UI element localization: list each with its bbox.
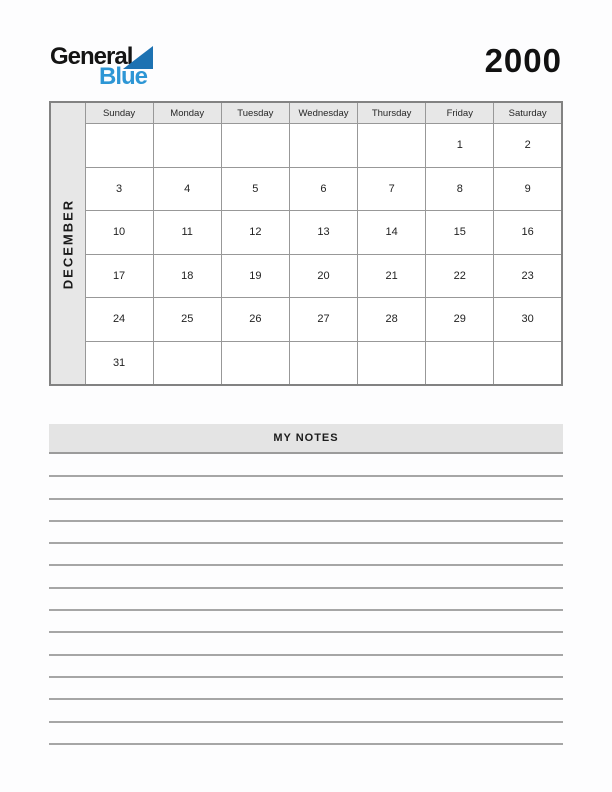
- year-title: 2000: [484, 42, 562, 79]
- date-cell: 23: [494, 254, 562, 298]
- day-name-sunday: Sunday: [85, 102, 153, 124]
- logo-text-blue: Blue: [99, 63, 148, 90]
- date-cell: [494, 341, 562, 385]
- date-cell: [85, 124, 153, 168]
- week-row-5: [50, 298, 562, 342]
- month-label: DECEMBER: [60, 198, 76, 289]
- week-row-4: [50, 254, 562, 298]
- date-cell: 29: [426, 298, 494, 342]
- note-line: [49, 500, 563, 522]
- date-cell: 25: [153, 298, 221, 342]
- week-row-6: [50, 341, 562, 385]
- day-name-tuesday: Tuesday: [221, 102, 289, 124]
- date-cell: 16: [494, 211, 562, 255]
- date-cell: [358, 341, 426, 385]
- date-cell: 5: [221, 167, 289, 211]
- date-cell: [426, 341, 494, 385]
- date-cell: [153, 341, 221, 385]
- date-cell: [221, 124, 289, 168]
- date-cell: 9: [494, 167, 562, 211]
- date-cell: 17: [85, 254, 153, 298]
- note-line: [49, 611, 563, 633]
- note-line: [49, 656, 563, 678]
- date-cell: 22: [426, 254, 494, 298]
- date-cell: 6: [289, 167, 357, 211]
- note-line: [49, 455, 563, 477]
- note-line: [49, 522, 563, 544]
- notes-ruled-lines: [49, 455, 563, 745]
- date-cell: 12: [221, 211, 289, 255]
- notes-section-header: [49, 424, 563, 454]
- date-cell: 10: [85, 211, 153, 255]
- date-cell: 28: [358, 298, 426, 342]
- date-cell: [358, 124, 426, 168]
- month-label-cell: [50, 102, 85, 385]
- logo-text-general: General: [50, 43, 133, 70]
- note-line: [49, 633, 563, 655]
- note-line: [49, 566, 563, 588]
- date-cell: 31: [85, 341, 153, 385]
- date-cell: 7: [358, 167, 426, 211]
- note-line: [49, 589, 563, 611]
- calendar-table: [49, 101, 563, 386]
- note-line: [49, 477, 563, 499]
- note-line: [49, 544, 563, 566]
- date-cell: 21: [358, 254, 426, 298]
- day-name-monday: Monday: [153, 102, 221, 124]
- general-blue-logo: [50, 44, 160, 88]
- date-cell: 30: [494, 298, 562, 342]
- date-cell: 1: [426, 124, 494, 168]
- day-name-wednesday: Wednesday: [289, 102, 357, 124]
- date-cell: 19: [221, 254, 289, 298]
- day-name-saturday: Saturday: [494, 102, 562, 124]
- date-cell: 4: [153, 167, 221, 211]
- date-cell: [289, 341, 357, 385]
- week-row-3: [50, 211, 562, 255]
- day-name-friday: Friday: [426, 102, 494, 124]
- notes-title: MY NOTES: [273, 432, 339, 444]
- date-cell: 24: [85, 298, 153, 342]
- date-cell: 8: [426, 167, 494, 211]
- note-line: [49, 700, 563, 722]
- date-cell: 13: [289, 211, 357, 255]
- note-line: [49, 723, 563, 745]
- week-row-1: [50, 124, 562, 168]
- date-cell: 27: [289, 298, 357, 342]
- weekday-header-row: [50, 102, 562, 124]
- date-cell: 15: [426, 211, 494, 255]
- date-cell: 18: [153, 254, 221, 298]
- date-cell: 26: [221, 298, 289, 342]
- note-line: [49, 678, 563, 700]
- date-cell: 2: [494, 124, 562, 168]
- week-row-2: [50, 167, 562, 211]
- date-cell: 14: [358, 211, 426, 255]
- date-cell: 3: [85, 167, 153, 211]
- day-name-thursday: Thursday: [358, 102, 426, 124]
- date-cell: [289, 124, 357, 168]
- date-cell: 20: [289, 254, 357, 298]
- date-cell: 11: [153, 211, 221, 255]
- date-cell: [153, 124, 221, 168]
- date-cell: [221, 341, 289, 385]
